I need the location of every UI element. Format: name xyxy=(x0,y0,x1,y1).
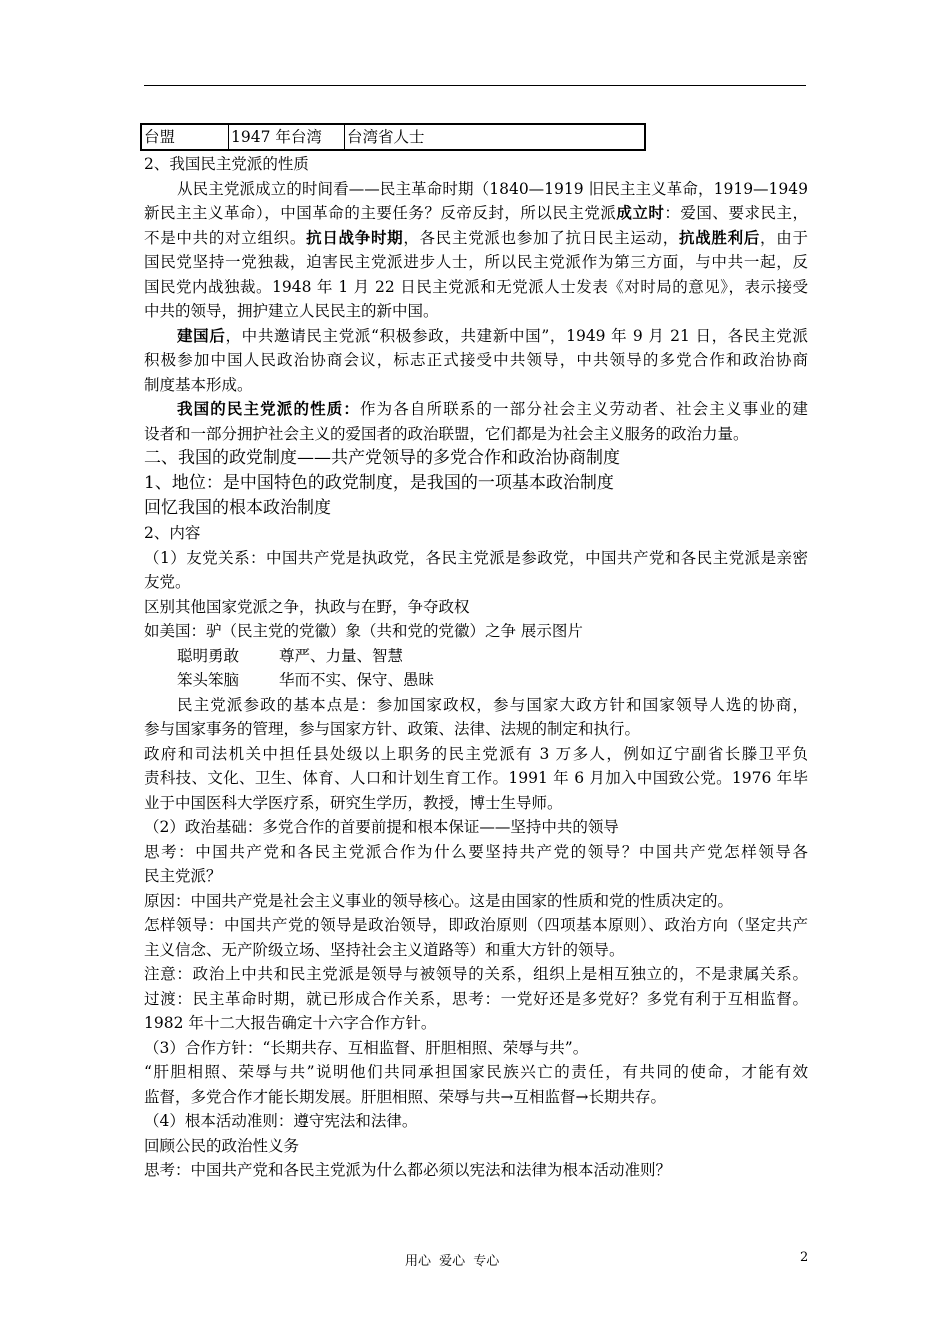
table-cell-members: 台湾省人士 xyxy=(347,128,425,146)
paragraph-line: 区别其他国家党派之争，执政与在野，争夺政权 xyxy=(144,597,470,616)
header-rule xyxy=(144,85,806,86)
paragraph-line: 责科技、文化、卫生、体育、人口和计划生育工作。1991 年 6 月加入中国致公党。1976 年毕 xyxy=(144,769,808,787)
paragraph-line: 积极参加中国人民政治协商会议，标志正式接受中共领导，中共领导的多党合作和政治协商 xyxy=(144,351,808,369)
paragraph-line: （3）合作方针：“长期共存、互相监督、肝胆相照、荣辱与共”。 xyxy=(144,1038,589,1057)
paragraph-line: 监督，多党合作才能长期发展。肝胆相照、荣辱与共→互相监督→长期共存。 xyxy=(144,1087,666,1106)
paragraph-line: 注意：政治上中共和民主党派是领导与被领导的关系，组织上是相互独立的，不是隶属关系。 xyxy=(144,965,808,983)
paragraph-line: 从民主党派成立的时间看——民主革命时期（1840—1919 旧民主主义革命，1919—1949 xyxy=(177,179,808,198)
paragraph-line: 设者和一部分拥护社会主义的爱国者的政治联盟，它们都是为社会主义服务的政治力量。 xyxy=(144,424,749,443)
party-table-row xyxy=(140,123,646,151)
paragraph-line: 中共的领导，拥护建立人民民主的新中国。 xyxy=(144,302,439,320)
paragraph-line: 怎样领导：中国共产党的领导是政治领导，即政治原则（四项基本原则）、政治方向（坚定共产 xyxy=(144,916,808,934)
paragraph-line: 建国后，中共邀请民主党派“积极参政，共建新中国”，1949 年 9 月 21 日，各民主党派 xyxy=(177,325,808,345)
paragraph-line: 主义信念、无产阶级立场、坚持社会主义道路等）和重大方针的领导。 xyxy=(144,940,625,959)
section-title-status: 1、地位：是中国特色的政党制度，是我国的一项基本政治制度 xyxy=(144,473,614,493)
table-cell-party: 台盟 xyxy=(142,125,229,149)
paragraph-line: 我国的民主党派的性质：作为各自所联系的一部分社会主义劳动者、社会主义事业的建 xyxy=(177,399,808,418)
footer-motto: 用心 爱心 专心 xyxy=(405,1254,500,1269)
paragraph-line: 原因：中国共产党是社会主义事业的领导核心。这是由国家的性质和党的性质决定的。 xyxy=(144,891,734,910)
paragraph-line: 思考：中国共产党和各民主党派合作为什么要坚持共产党的领导？中国共产党怎样领导各 xyxy=(144,842,808,861)
paragraph-line: 国民党内战独裁。1948 年 1 月 22 日民主党派和无党派人士发表《对时局的意见》，表示接受 xyxy=(144,277,808,296)
paragraph-line: 思考：中国共产党和各民主党派为什么都必须以宪法和法律为根本活动准则？ xyxy=(144,1161,672,1179)
document-body xyxy=(144,152,808,1183)
paragraph-line: 1982 年十二大报告确定十六字合作方针。 xyxy=(144,1014,437,1032)
paragraph-line: 回顾公民的政治性义务 xyxy=(144,1136,300,1155)
paragraph-line: 不是中共的对立组织。抗日战争时期，各民主党派也参加了抗日民主运动，抗战胜利后，由于 xyxy=(144,227,808,247)
paragraph-line: 制度基本形成。 xyxy=(144,375,253,394)
paragraph-line: （1）友党关系：中国共产党是执政党，各民主党派是参政党，中国共产党和各民主党派是亲密 xyxy=(144,548,808,567)
paragraph-line: 政府和司法机关中担任县处级以上职务的民主党派有 3 万多人，例如辽宁副省长滕卫平负 xyxy=(144,744,808,763)
paragraph-line: “肝胆相照、荣辱与共”说明他们共同承担国家民族兴亡的责任，有共同的使命，才能有效 xyxy=(144,1063,808,1081)
paragraph-line: 过渡：民主革命时期，就已形成合作关系，思考：一党好还是多党好？多党有利于互相监督。 xyxy=(144,989,808,1008)
elephant-line: 笨头笨脑 华而不实、保守、愚昧 xyxy=(177,671,435,689)
section-title-system: 二、我国的政党制度——共产党领导的多党合作和政治协商制度 xyxy=(144,448,620,468)
paragraph-line: 参与国家事务的管理，参与国家方针、政策、法律、法规的制定和执行。 xyxy=(144,720,641,738)
paragraph-line: 民主党派？ xyxy=(144,867,222,885)
section-title-content: 2、内容 xyxy=(144,524,201,542)
paragraph-line: 新民主主义革命），中国革命的主要任务？反帝反封，所以民主党派成立时：爱国、要求民主， xyxy=(144,203,808,222)
paragraph-line: 民主党派参政的基本点是：参加国家政权，参与国家大政方针和国家领导人选的协商， xyxy=(177,695,808,714)
page-number: 2 xyxy=(800,1250,809,1265)
paragraph-line: （4）根本活动准则：遵守宪法和法律。 xyxy=(144,1112,418,1130)
paragraph-line: 如美国：驴（民主党的党徽）象（共和党的党徽）之争 展示图片 xyxy=(144,622,583,640)
paragraph-line: 业于中国医科大学医疗系，研究生学历，教授，博士生导师。 xyxy=(144,793,563,812)
paragraph-line: 友党。 xyxy=(144,573,191,591)
paragraph-line: 国民党坚持一党独裁，迫害民主党派进步人士，所以民主党派作为第三方面，与中共一起，反 xyxy=(144,253,808,271)
section-title-nature: 2、我国民主党派的性质 xyxy=(144,155,309,173)
donkey-line: 聪明勇敢 尊严、力量、智慧 xyxy=(177,646,404,665)
paragraph-line: （2）政治基础：多党合作的首要前提和根本保证——坚持中共的领导 xyxy=(144,818,619,836)
recall-line: 回忆我国的根本政治制度 xyxy=(144,498,331,518)
table-cell-founded: 1947 年台湾 xyxy=(229,125,345,149)
